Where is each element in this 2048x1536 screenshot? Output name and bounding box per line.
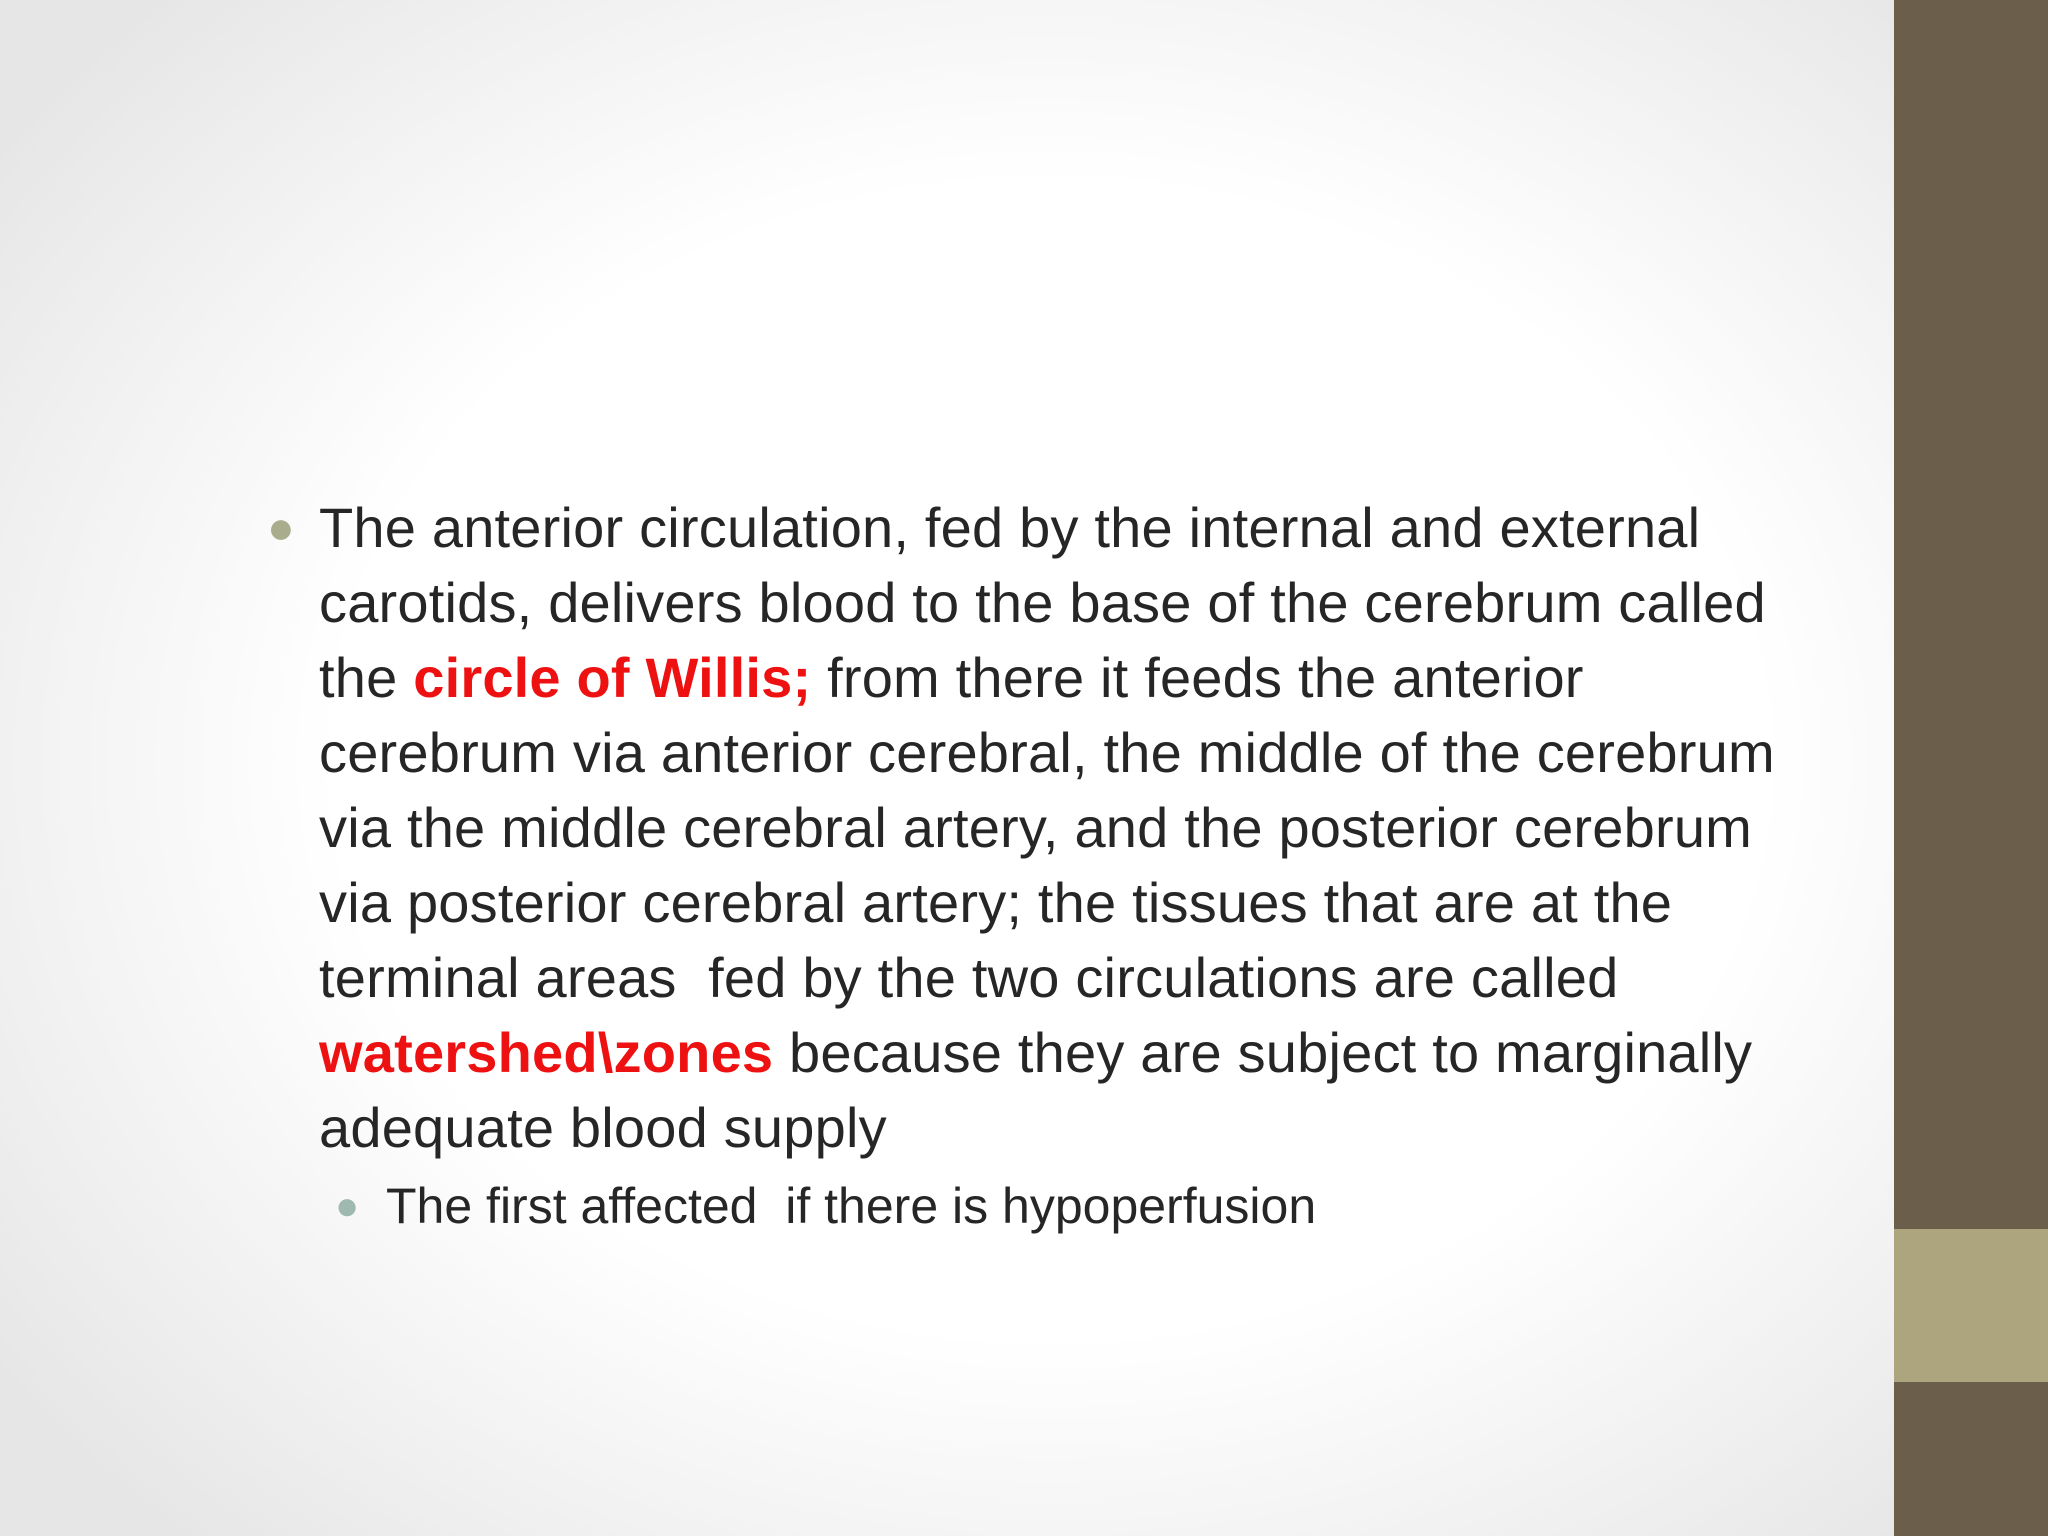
sub-bullet-text: The first affected if there is hypoperfusion — [386, 1178, 1317, 1234]
sidebar-accent-decoration — [1894, 1229, 2048, 1382]
slide-content — [265, 490, 1795, 1241]
main-bullet-part1: The anterior circulation, fed by the internal and external carotids, delivers blood to the base of the cerebrum called the — [319, 496, 1782, 709]
main-bullet-part3: because they are subject to marginally adequate blood supply — [319, 1021, 1769, 1159]
main-bullet-text — [319, 496, 1791, 1159]
circle-of-willis-highlight: circle of Willis; — [413, 646, 812, 709]
watershed-zones-highlight: watershed\zones — [319, 1021, 774, 1084]
sub-bullet — [265, 1171, 1795, 1241]
main-bullet-part2: from there it feeds the anterior cerebrum via anterior cerebral, the middle of the cerebrum via the middle cerebral artery, and the posterior cerebrum via posterior cerebral artery; the tissues that are at the terminal areas fed by the two circulations are called — [319, 646, 1791, 1009]
sub-bullet-dot-icon: ● — [335, 1184, 360, 1228]
bullet-dot-icon: ● — [267, 501, 295, 553]
main-bullet — [265, 490, 1795, 1165]
